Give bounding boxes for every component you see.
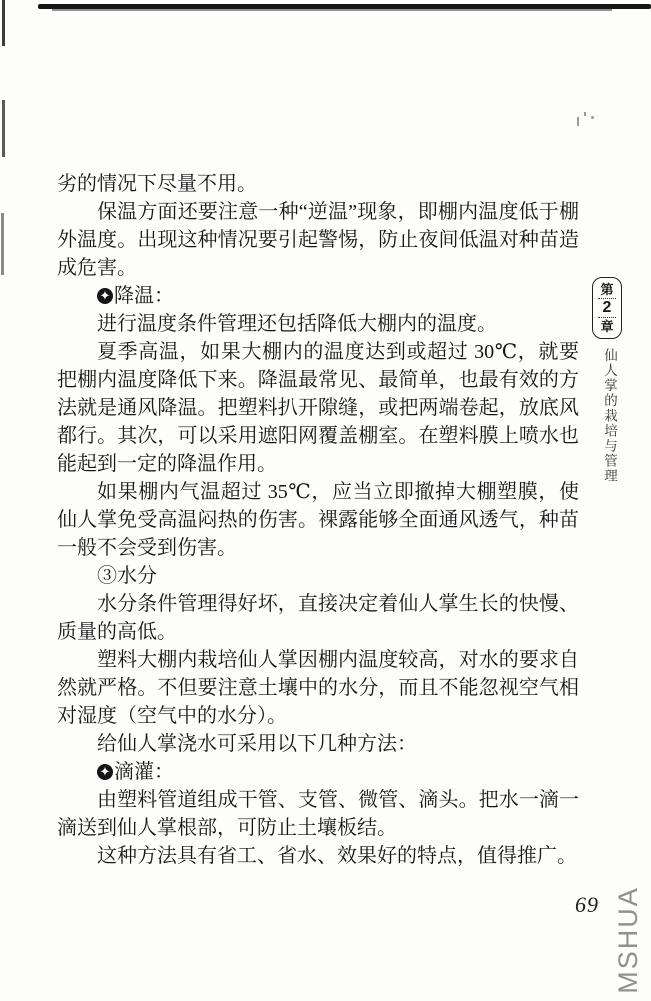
section-bullet-icon bbox=[97, 288, 113, 304]
chapter-badge bbox=[592, 277, 622, 339]
paragraph: ③水分 bbox=[97, 565, 157, 587]
chapter-label-bottom: 章 bbox=[600, 319, 614, 334]
paragraph: 劣的情况下尽量不用。 bbox=[57, 173, 257, 195]
paragraph: ✦ 滴灌： bbox=[57, 758, 579, 786]
left-edge-scan-mark bbox=[1, 213, 4, 275]
four-point-star-glyph: ✦ bbox=[99, 763, 111, 779]
paragraph: 塑料大棚内栽培仙人掌因棚内温度较高，对水的要求自然就严格。不但要注意土壤中的水分，而且不能忽视空气相对湿度（空气中的水分）。 bbox=[57, 649, 579, 727]
paragraph: 进行温度条件管理还包括降低大棚内的温度。 bbox=[97, 313, 497, 335]
page-number: 69 bbox=[575, 892, 599, 917]
paragraph: ✦ 降温： bbox=[57, 282, 579, 310]
scan-speck bbox=[584, 112, 586, 116]
watermark-text: MSHUA bbox=[613, 886, 643, 994]
scan-speck bbox=[577, 117, 579, 126]
section-bullet-icon bbox=[97, 764, 113, 780]
paragraph: 由塑料管道组成干管、支管、微管、滴头。把水一滴一滴送到仙人掌根部，可防止土壤板结。 bbox=[57, 789, 579, 839]
left-edge-scan-mark bbox=[2, 100, 5, 157]
paragraph: 保温方面还要注意一种“逆温”现象，即棚内温度低于棚外温度。出现这种情况要引起警惕，防止夜间低温对种苗造成危害。 bbox=[57, 201, 579, 279]
four-point-star-glyph: ✦ bbox=[99, 287, 111, 303]
paragraph: 夏季高温，如果大棚内的温度达到或超过 30℃，就要把棚内温度降低下来。降温最常见、最简单，也最有效的方法就是通风降温。把塑料扒开隙缝，或把两端卷起，放底风都行。其次，可以采用遮阳网覆盖棚室。在塑料膜上喷水也能起到一定的降温作用。 bbox=[57, 341, 579, 475]
chapter-number: 2 bbox=[602, 299, 612, 316]
chapter-label-top: 第 bbox=[600, 282, 614, 297]
chapter-badge-divider bbox=[598, 317, 616, 318]
top-binding-line bbox=[38, 4, 651, 9]
paragraph: 给仙人掌浇水可采用以下几种方法： bbox=[97, 733, 417, 755]
text-column bbox=[57, 170, 579, 870]
book-title-vertical: 仙人掌的栽培与管理 bbox=[602, 348, 617, 484]
paragraph: 这种方法具有省工、省水、效果好的特点，值得推广。 bbox=[97, 845, 577, 867]
paragraph: 如果棚内气温超过 35℃，应当立即撤掉大棚塑膜，使仙人掌免受高温闷热的伤害。裸露能够全面通风透气，种苗一般不会受到伤害。 bbox=[57, 481, 579, 559]
paragraph: 水分条件管理得好坏，直接决定着仙人掌生长的快慢、质量的高低。 bbox=[57, 593, 579, 643]
scan-speck bbox=[591, 116, 594, 119]
left-edge-scan-mark bbox=[2, 0, 5, 46]
